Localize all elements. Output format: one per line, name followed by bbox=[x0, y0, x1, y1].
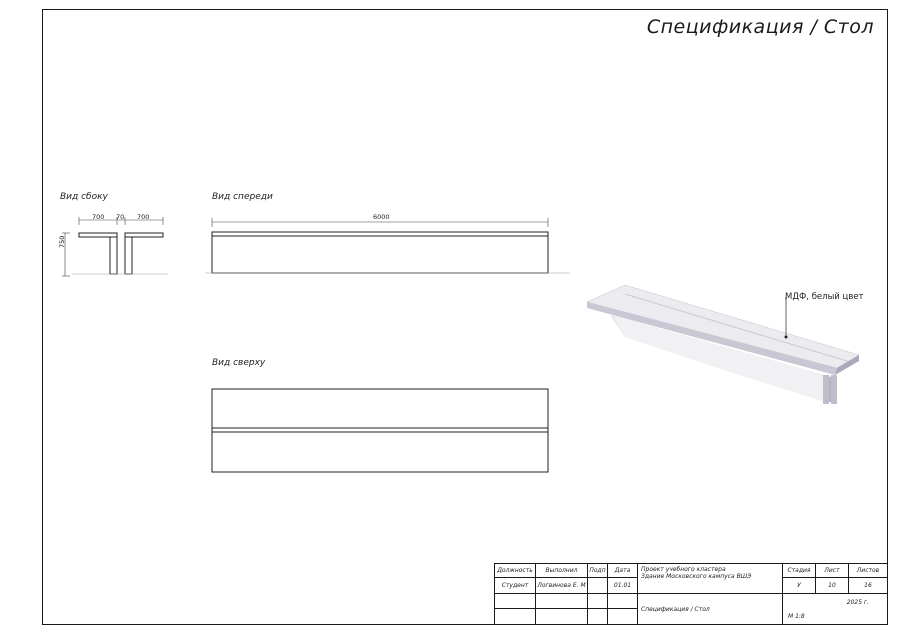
top-view-label: Вид сверху bbox=[212, 358, 266, 368]
tb-empty-cell bbox=[607, 593, 638, 609]
tb-project-cell bbox=[637, 563, 783, 594]
tb-empty-cell bbox=[607, 608, 638, 625]
tb-header-performer: Выполнил bbox=[535, 563, 588, 578]
top-view-drawing bbox=[205, 385, 555, 477]
tb-empty-cell bbox=[494, 608, 536, 625]
tb-header-sheet: Лист bbox=[815, 563, 849, 578]
tb-sheets-value: 16 bbox=[848, 577, 888, 594]
tb-stage-value: У bbox=[782, 577, 816, 594]
tb-empty-cell bbox=[587, 593, 608, 609]
tb-scale: М 1:8 bbox=[788, 613, 805, 620]
tb-sheet-value: 10 bbox=[815, 577, 849, 594]
tb-header-sheets: Листов bbox=[848, 563, 888, 578]
tb-drawing-name: Спецификация / Стол bbox=[637, 593, 783, 625]
side-dim-right: 700 bbox=[137, 213, 150, 221]
side-dim-mid: 70 bbox=[116, 213, 125, 221]
tb-header-signature: Подп bbox=[587, 563, 608, 578]
tb-year: 2025 г. bbox=[846, 599, 869, 606]
tb-empty-cell bbox=[535, 608, 588, 625]
tb-meta-cell bbox=[782, 593, 888, 625]
front-dim-length: 6000 bbox=[373, 213, 390, 221]
side-view-label: Вид сбоку bbox=[60, 192, 108, 202]
tb-project-line2: Здание Московского кампуса ВШЭ bbox=[641, 573, 752, 580]
tb-project-line1: Проект учебного кластера bbox=[641, 566, 726, 573]
side-dim-height: 750 bbox=[58, 235, 66, 248]
tb-performer-value: Логвинова Е. М bbox=[535, 577, 588, 594]
tb-header-date: Дата bbox=[607, 563, 638, 578]
tb-header-stage: Стадия bbox=[782, 563, 816, 578]
tb-empty-cell bbox=[587, 608, 608, 625]
front-view-label: Вид спереди bbox=[212, 192, 273, 202]
material-label: МДФ, белый цвет bbox=[785, 292, 864, 302]
tb-position-value: Студент bbox=[494, 577, 536, 594]
tb-header-position: Должность bbox=[494, 563, 536, 578]
tb-empty-cell bbox=[494, 593, 536, 609]
front-view-drawing bbox=[205, 215, 575, 280]
side-view-drawing bbox=[60, 215, 170, 280]
tb-empty-cell bbox=[535, 593, 588, 609]
tb-date-value: 01.01 bbox=[607, 577, 638, 594]
tb-signature-value bbox=[587, 577, 608, 594]
side-dim-left: 700 bbox=[92, 213, 105, 221]
sheet-title: Спецификация / Стол bbox=[646, 16, 874, 38]
